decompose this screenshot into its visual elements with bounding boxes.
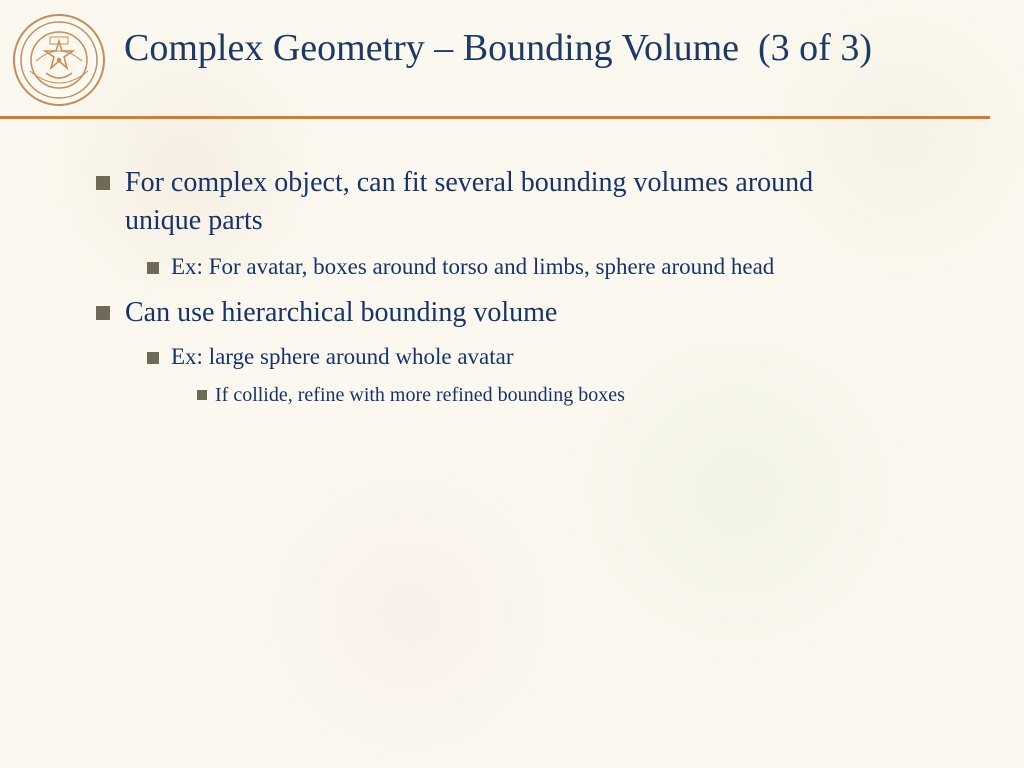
bullet-marker-4: [147, 352, 159, 364]
bullet-item-2: Ex: For avatar, boxes around torso and limbs, sphere around head: [171, 254, 775, 279]
bullet-item-5: If collide, refine with more refined bounding boxes: [215, 384, 625, 406]
bullet-marker-1: [96, 176, 110, 190]
bullet-marker-5: [197, 390, 207, 400]
slide-title: Complex Geometry – Bounding Volume (3 of 3): [124, 27, 872, 69]
university-seal-icon: [12, 13, 106, 107]
title-divider: [0, 116, 990, 119]
bullet-marker-2: [147, 262, 159, 274]
bullet-marker-3: [96, 306, 110, 320]
bullet-item-1: For complex object, can fit several bounding volumes around unique parts: [125, 167, 814, 236]
bullet-item-4: Ex: large sphere around whole avatar: [171, 344, 514, 369]
bullet-item-3: Can use hierarchical bounding volume: [125, 297, 558, 328]
